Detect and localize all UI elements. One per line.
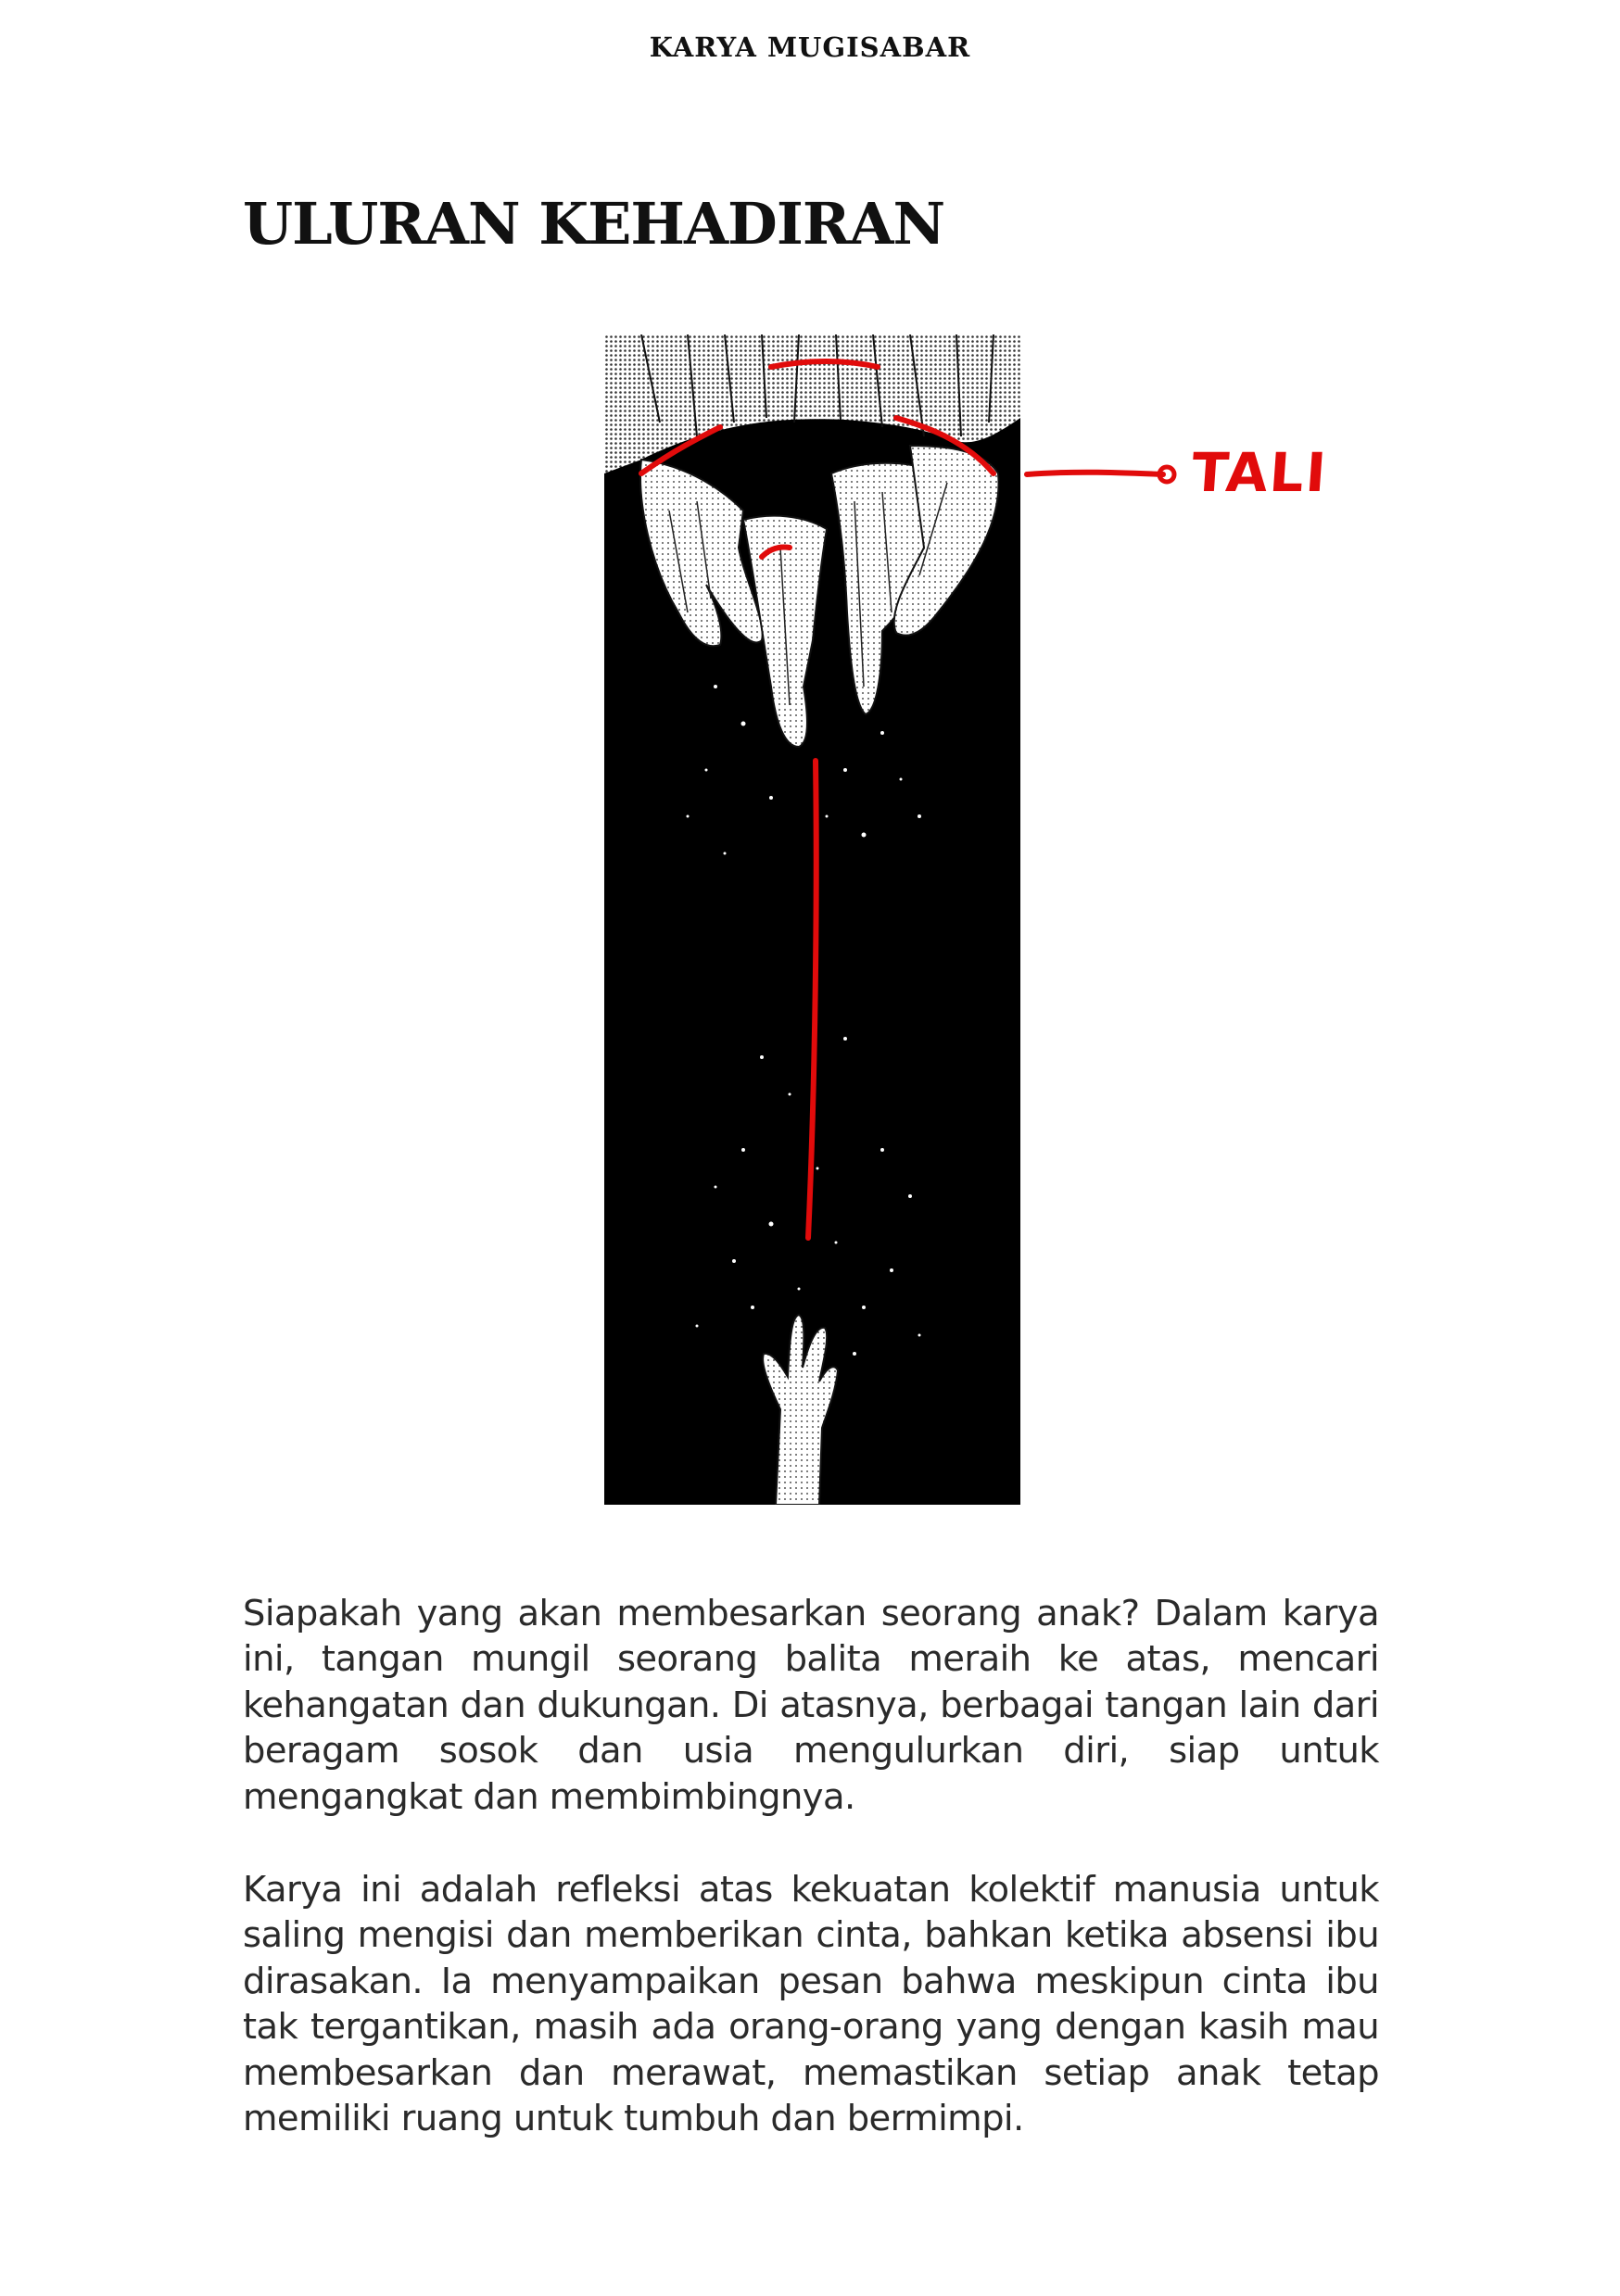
annotation-label: TALI	[1189, 441, 1330, 504]
author-header: KARYA MUGISABAR	[649, 32, 971, 63]
reaching-hands-top	[640, 446, 998, 747]
tali-annotation	[1019, 435, 1330, 510]
arrow-icon	[1019, 435, 1196, 510]
page-title: ULURAN KEHADIRAN	[243, 190, 945, 258]
paragraph: Karya ini adalah refleksi atas kekuatan kolektif manusia untuk saling mengisi dan memberikan cinta, bahkan ketika absensi ibu dirasakan. Ia menyampaikan pesan bahwa meskipun cinta ibu tak tergantikan, masih ada orang-orang yang dengan kasih mau membesarkan dan merawat, memastikan setiap anak tetap memiliki ruang untuk tumbuh dan bermimpi.	[243, 1868, 1379, 2139]
paragraph: Siapakah yang akan membesarkan seorang anak? Dalam karya ini, tangan mungil seorang balita meraih ke atas, mencari kehangatan dan dukungan. Di atasnya, berbagai tangan lain dari beragam sosok dan usia mengulurkan diri, siap untuk mengangkat dan membimbingnya.	[243, 1592, 1379, 1818]
artwork-illustration	[604, 334, 1020, 1505]
sparkles	[687, 685, 922, 1356]
child-hand	[763, 1315, 838, 1505]
